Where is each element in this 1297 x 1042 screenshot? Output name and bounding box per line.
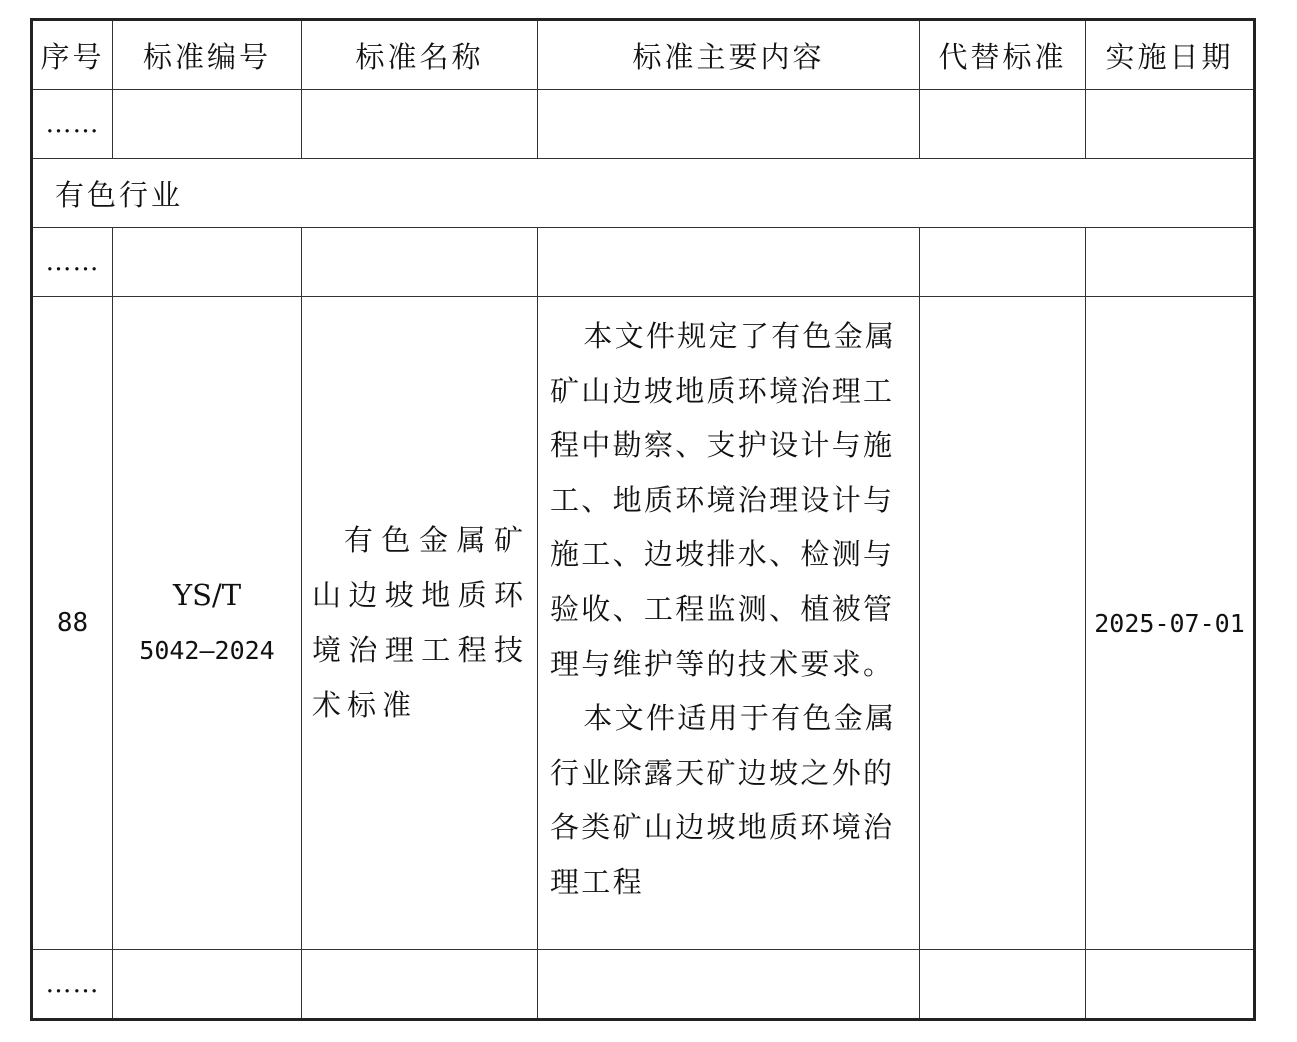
header-seq: 序号	[32, 20, 113, 90]
empty-cell	[538, 90, 920, 159]
entry-number: 88	[32, 297, 113, 950]
empty-cell	[113, 950, 302, 1020]
table-row-ellipsis	[32, 950, 1255, 1020]
entry-std-name	[302, 297, 538, 950]
standards-table	[30, 18, 1256, 1021]
header-replaces: 代替标准	[920, 20, 1086, 90]
empty-cell	[302, 228, 538, 297]
empty-cell	[1086, 950, 1255, 1020]
empty-cell	[113, 90, 302, 159]
empty-cell	[920, 90, 1086, 159]
entry-std-code-number: 5042—2024	[139, 636, 275, 665]
entry-std-code-prefix: YS/T	[172, 578, 242, 612]
empty-cell	[113, 228, 302, 297]
header-row	[32, 20, 1255, 90]
empty-cell	[920, 228, 1086, 297]
section-title: 有色行业	[32, 159, 1255, 228]
header-std-code: 标准编号	[113, 20, 302, 90]
header-effective-date: 实施日期	[1086, 20, 1255, 90]
ellipsis-cell: ……	[32, 90, 113, 159]
header-std-content: 标准主要内容	[538, 20, 920, 90]
entry-content-paragraph-2: 本文件适用于有色金属行业除露天矿边坡之外的各类矿山边坡地质环境治理工程	[550, 701, 897, 899]
empty-cell	[538, 950, 920, 1020]
empty-cell	[538, 228, 920, 297]
entry-std-name-text: 有色金属矿山边坡地质环境治理工程技术标准	[312, 523, 529, 722]
entry-std-code	[113, 297, 302, 950]
entry-effective-date: 2025-07-01	[1086, 297, 1255, 950]
entry-std-content	[538, 297, 920, 950]
ellipsis-cell: ……	[32, 228, 113, 297]
section-row	[32, 159, 1255, 228]
entry-content-paragraph-1: 本文件规定了有色金属矿山边坡地质环境治理工程中勘察、支护设计与施工、地质环境治理设计与施工、边坡排水、检测与验收、工程监测、植被管理与维护等的技术要求。	[550, 319, 897, 681]
entry-replaces	[920, 297, 1086, 950]
empty-cell	[1086, 90, 1255, 159]
table-row-ellipsis	[32, 90, 1255, 159]
empty-cell	[302, 90, 538, 159]
table-row-ellipsis	[32, 228, 1255, 297]
empty-cell	[920, 950, 1086, 1020]
empty-cell	[302, 950, 538, 1020]
table-row-entry	[32, 297, 1255, 950]
empty-cell	[1086, 228, 1255, 297]
ellipsis-cell: ……	[32, 950, 113, 1020]
header-std-name: 标准名称	[302, 20, 538, 90]
